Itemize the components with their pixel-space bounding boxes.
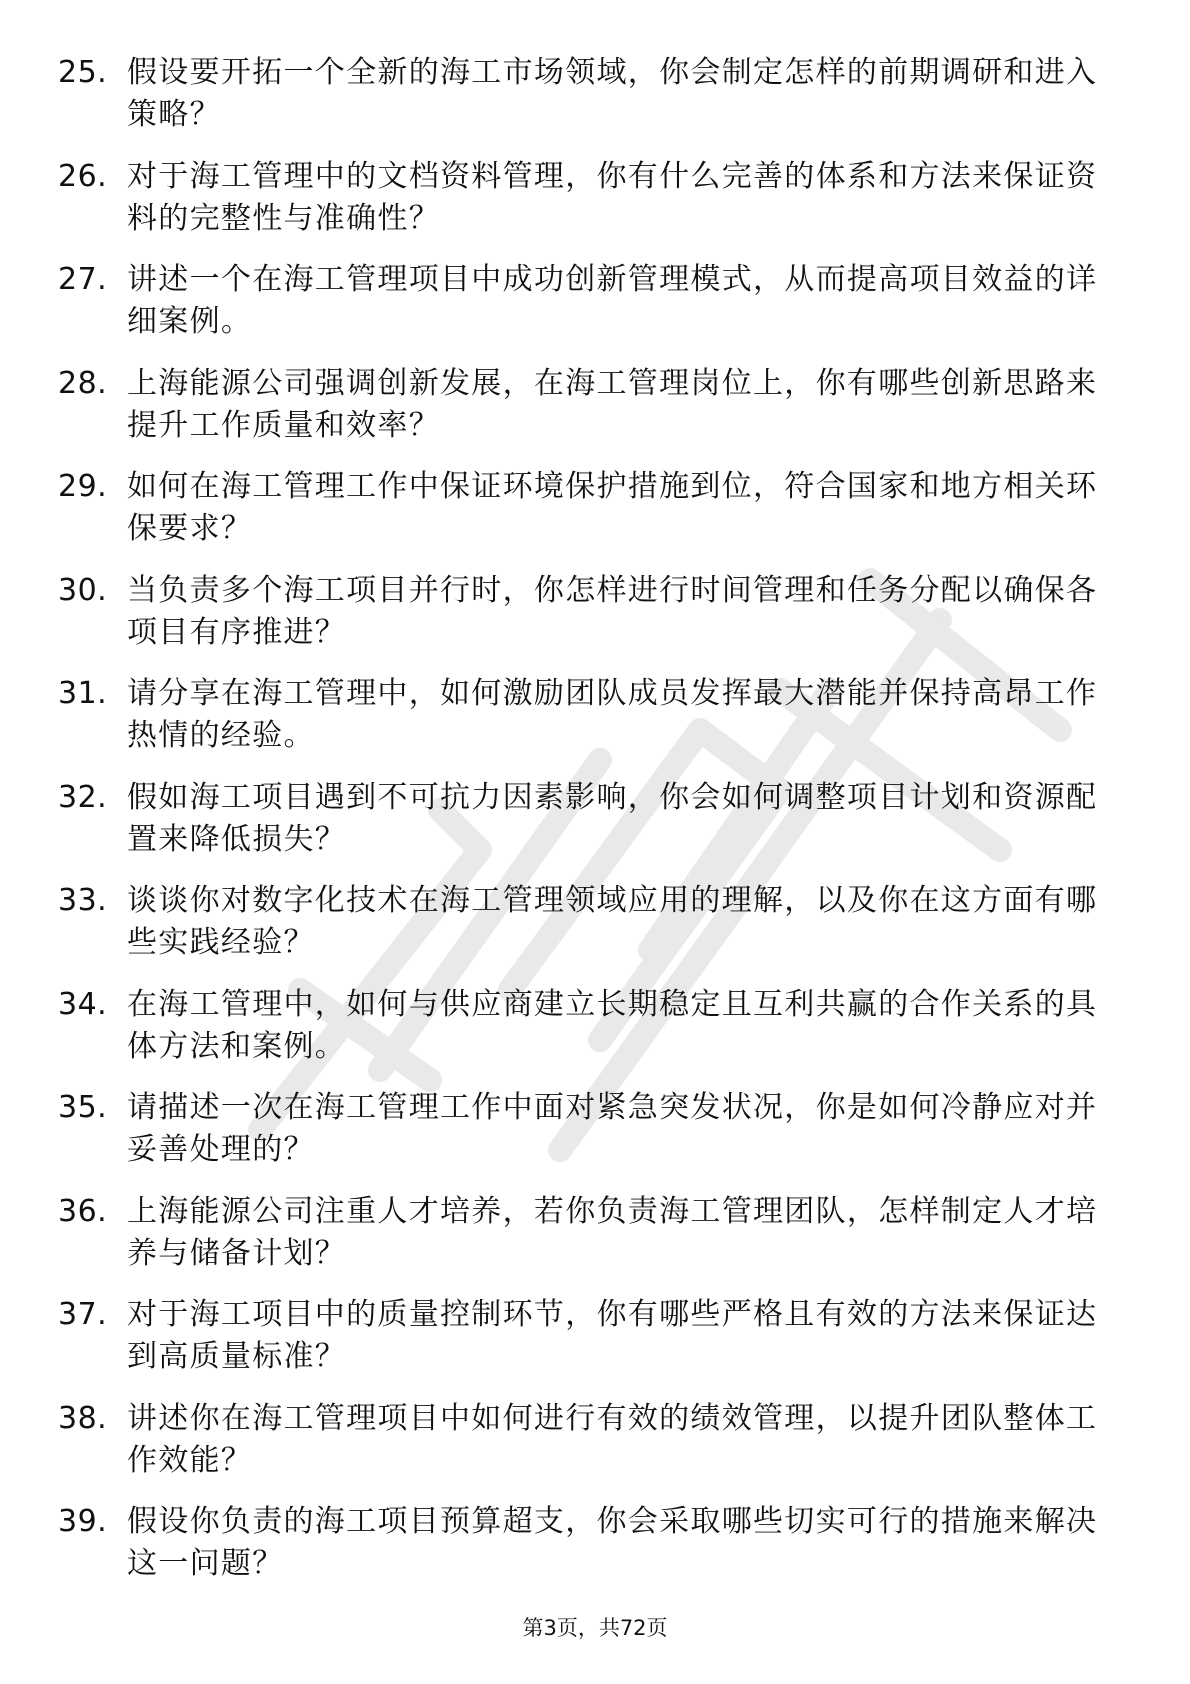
question-number: 37. — [58, 1297, 108, 1332]
question-text: 对于海工项目中的质量控制环节，你有哪些严格且有效的方法来保证达到高质量标准？ — [127, 1297, 1098, 1374]
question-text: 假设你负责的海工项目预算超支，你会采取哪些切实可行的措施来解决这一问题？ — [127, 1504, 1098, 1581]
question-text: 谈谈你对数字化技术在海工管理领域应用的理解，以及你在这方面有哪些实践经验？ — [127, 883, 1098, 960]
list-item — [58, 1398, 1128, 1502]
list-item — [58, 777, 1128, 881]
question-text: 对于海工管理中的文档资料管理，你有什么完善的体系和方法来保证资料的完整性与准确性？ — [127, 158, 1098, 236]
list-item — [58, 156, 1128, 260]
question-list — [58, 52, 1128, 1605]
list-item — [58, 52, 1128, 156]
question-number: 30. — [58, 572, 108, 608]
question-number: 29. — [58, 469, 108, 504]
question-text: 当负责多个海工项目并行时，你怎样进行时间管理和任务分配以确保各项目有序推进？ — [127, 572, 1098, 650]
list-item — [58, 880, 1128, 984]
question-text: 上海能源公司注重人才培养，若你负责海工管理团队，怎样制定人才培养与储备计划？ — [127, 1193, 1098, 1271]
question-number: 26. — [58, 158, 108, 194]
list-item — [58, 570, 1128, 674]
list-item — [58, 363, 1128, 467]
question-text: 上海能源公司强调创新发展，在海工管理岗位上，你有哪些创新思路来提升工作质量和效率？ — [127, 365, 1098, 443]
question-number: 34. — [58, 986, 108, 1022]
list-item — [58, 1087, 1128, 1191]
question-text: 假设要开拓一个全新的海工市场领域，你会制定怎样的前期调研和进入策略？ — [127, 55, 1098, 132]
list-item — [58, 1294, 1128, 1398]
question-text: 请分享在海工管理中，如何激励团队成员发挥最大潜能并保持高昂工作热情的经验。 — [127, 676, 1098, 753]
question-number: 32. — [58, 779, 108, 815]
question-number: 28. — [58, 365, 108, 401]
question-text: 请描述一次在海工管理工作中面对紧急突发状况，你是如何冷静应对并妥善处理的？ — [127, 1090, 1098, 1167]
question-text: 讲述你在海工管理项目中如何进行有效的绩效管理，以提升团队整体工作效能？ — [127, 1400, 1098, 1478]
page-footer: 第3页，共72页 — [522, 1616, 668, 1640]
list-item — [58, 1501, 1128, 1605]
list-item — [58, 466, 1128, 570]
question-number: 35. — [58, 1090, 108, 1125]
list-item — [58, 984, 1128, 1088]
question-number: 31. — [58, 676, 108, 711]
question-number: 25. — [58, 55, 108, 90]
question-number: 33. — [58, 883, 108, 918]
list-item — [58, 259, 1128, 363]
question-number: 36. — [58, 1193, 108, 1229]
question-number: 27. — [58, 262, 108, 297]
list-item — [58, 673, 1128, 777]
question-number: 39. — [58, 1504, 108, 1539]
question-text: 在海工管理中，如何与供应商建立长期稳定且互利共赢的合作关系的具体方法和案例。 — [127, 986, 1098, 1064]
question-text: 假如海工项目遇到不可抗力因素影响，你会如何调整项目计划和资源配置来降低损失？ — [127, 779, 1098, 857]
question-text: 讲述一个在海工管理项目中成功创新管理模式，从而提高项目效益的详细案例。 — [127, 262, 1098, 339]
list-item — [58, 1191, 1128, 1295]
question-number: 38. — [58, 1400, 108, 1436]
question-text: 如何在海工管理工作中保证环境保护措施到位，符合国家和地方相关环保要求？ — [127, 469, 1098, 546]
